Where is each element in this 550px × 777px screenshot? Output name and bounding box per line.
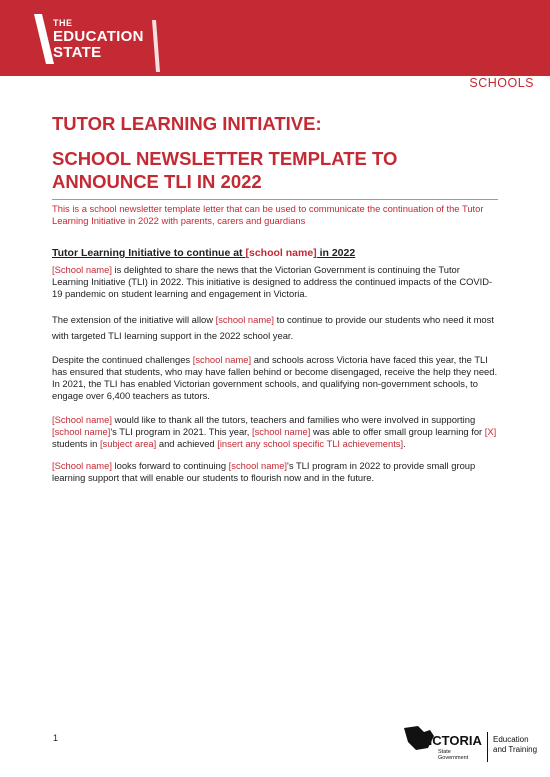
placeholder: [school name] [252,426,311,437]
department-label: Education and Training [493,735,538,754]
victoria-logo-text: VICTORIA [420,733,482,748]
section-label: SCHOOLS [469,76,534,90]
page-subtitle: SCHOOL NEWSLETTER TEMPLATE TO ANNOUNCE TLI IN 2022 [52,148,398,192]
intro-text: This is a school newsletter template letter that can be used to communicate the continuation of the Tutor Learning Initiative in 2022 with parents, carers and guardians [52,203,484,226]
placeholder: [X] [484,426,497,437]
header-banner [0,0,550,76]
placeholder: [subject area] [99,438,157,449]
placeholder: [school name] [245,247,317,259]
state-government-label: State Government [438,749,469,761]
section-heading: Tutor Learning Initiative to continue at [school name] in 2022 [52,247,356,259]
paragraph-4: [School name] would like to thank all the tutors, teachers and families who were involved in supporting [school name]'s TLI program in 2021. This year, [school name] was able to offer small group learning for [X] students in [subject area] and achieved [insert any school specific TLI achievements]. [52,414,497,449]
placeholder: [School name] [52,414,112,425]
page-title: TUTOR LEARNING INITIATIVE: [52,113,322,134]
placeholder: [school name] [52,426,111,437]
placeholder: [school name] [192,354,252,365]
placeholder: [school name] [228,460,288,471]
logo-divider [487,732,488,762]
paragraph-2: The extension of the initiative will allow [school name] to continue to provide our students who need it most with targeted TLI learning support in the 2022 school year. [52,314,494,341]
placeholder: [school name] [215,314,274,325]
paragraph-3: Despite the continued challenges [school name] and schools across Victoria have faced this year, the TLI has ensured that students, who may have fallen behind or become disengaged, receive the help they need. In 2021, the TLI has enabled Victorian government schools, and qualifying non-government schools, to engage over 6,400 teachers as tutors. [52,354,498,401]
placeholder: [School name] [52,264,112,275]
placeholder: [insert any school specific TLI achievements] [217,438,404,449]
placeholder: [School name] [52,460,112,471]
logo-wordmark: THE EDUCATION STATE [53,18,144,61]
paragraph-5: [School name] looks forward to continuing [school name]'s TLI program in 2022 to provide small group learning support that will enable our students to flourish now and in the future. [52,460,476,483]
paragraph-1: [School name] is delighted to share the news that the Victorian Government is continuing the Tutor Learning Initiative (TLI) in 2022. This initiative is designed to address the continued impacts of the COVID-19 pandemic on student learning and engagement in Victoria. [52,264,493,299]
document-body [52,112,498,484]
page-number: 1 [53,733,59,743]
title-divider [52,199,498,200]
